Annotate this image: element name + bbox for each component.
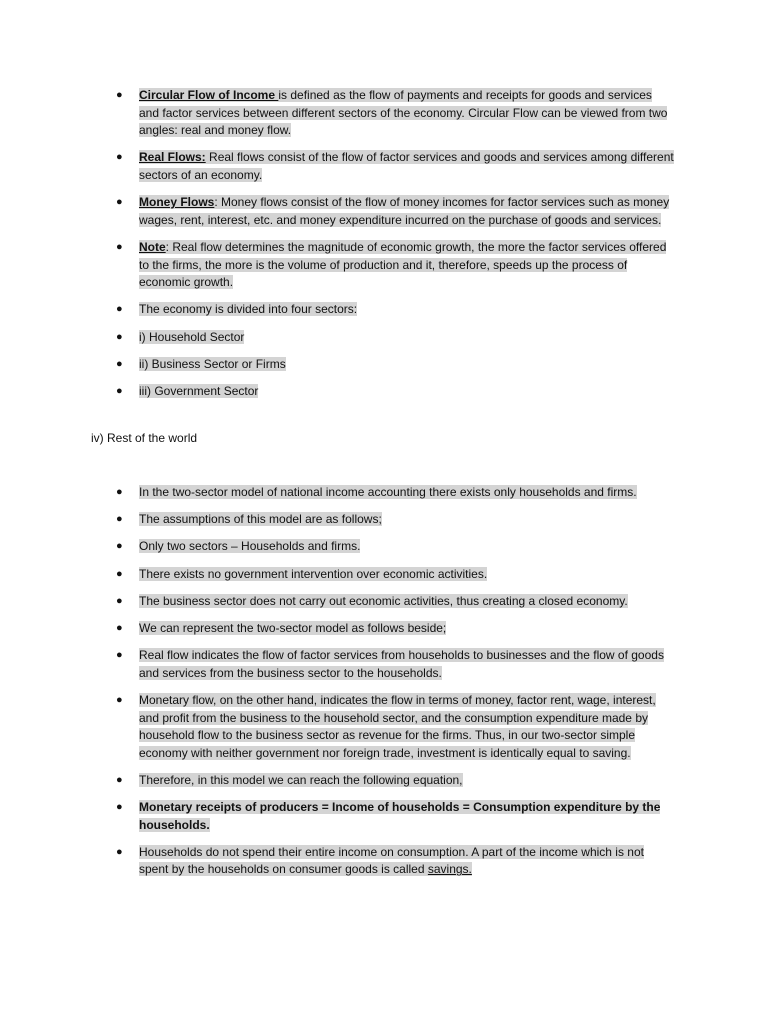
bullet-icon: ●	[116, 240, 123, 253]
item-text: There exists no government intervention over economic activities.	[139, 566, 488, 581]
list-item	[0, 772, 674, 790]
list-item-equation	[0, 799, 674, 834]
list-item	[0, 511, 674, 529]
list-item-business-sector	[0, 356, 674, 374]
item-text: Real flow indicates the flow of factor services from households to businesses and the flow of goods and services from the business sector to the households.	[139, 648, 664, 680]
bullet-list-sectors	[0, 87, 768, 410]
list-item-savings	[0, 844, 674, 879]
bullet-icon: ●	[116, 594, 123, 607]
list-item	[0, 620, 674, 638]
list-item-note	[0, 239, 674, 292]
list-item	[0, 538, 674, 556]
item-text: Households do not spend their entire income on consumption. A part of the income which is not spent by the households on consumer goods is called	[139, 844, 644, 877]
term-note: Note	[139, 239, 166, 254]
bullet-icon: ●	[116, 330, 123, 343]
bullet-icon: ●	[116, 649, 123, 662]
term-savings: savings.	[427, 862, 472, 877]
bullet-icon: ●	[116, 513, 123, 526]
item-text: Only two sectors – Households and firms.	[139, 539, 361, 554]
bullet-icon: ●	[116, 151, 123, 164]
term-money-flows: Money Flows	[139, 195, 215, 210]
bullet-list-two-sector-model	[0, 484, 768, 889]
bullet-icon: ●	[116, 801, 123, 814]
list-item	[0, 647, 674, 682]
definition-text: is defined as the flow of payments and receipts for goods and services and factor services between different sectors of the economy. Circular Flow can be viewed from two angles: real and money flow.	[139, 88, 668, 138]
list-item	[0, 484, 674, 502]
term-circular-flow: Circular Flow of Income	[139, 88, 279, 102]
bullet-icon: ●	[116, 196, 123, 209]
definition-text: Real flows consist of the flow of factor services and goods and services among different sectors of an economy.	[139, 150, 674, 182]
bullet-icon: ●	[116, 540, 123, 553]
list-item	[0, 593, 674, 611]
item-text: Therefore, in this model we can reach the following equation,	[139, 772, 463, 787]
item-text: The economy is divided into four sectors:	[139, 302, 358, 317]
bullet-icon: ●	[116, 621, 123, 634]
term-real-flows: Real Flows:	[139, 150, 206, 165]
bullet-icon: ●	[116, 693, 123, 706]
item-text: Monetary flow, on the other hand, indicates the flow in terms of money, factor rent, wage, interest, and profit from the business to the household sector, and the consumption expenditure made by household flow to the business sector as revenue for the firms. Thus, in our two-sector simple economy with neither government nor foreign trade, investment is identically equal to saving.	[139, 692, 656, 760]
list-item-four-sectors	[0, 301, 674, 319]
definition-text: : Money flows consist of the flow of money incomes for factor services such as money wages, rent, interest, etc. and money expenditure incurred on the purchase of goods and services.	[139, 195, 670, 227]
list-item	[0, 566, 674, 584]
item-text: We can represent the two-sector model as follows beside;	[139, 620, 447, 635]
bullet-icon: ●	[116, 773, 123, 786]
bullet-icon: ●	[116, 567, 123, 580]
list-item	[0, 692, 674, 762]
equation-text: Monetary receipts of producers = Income of households = Consumption expenditure by the households.	[139, 800, 661, 832]
item-text: iii) Government Sector	[139, 383, 259, 398]
list-item-circular-flow	[0, 87, 674, 140]
bullet-icon: ●	[116, 357, 123, 370]
item-text: ii) Business Sector or Firms	[139, 356, 286, 371]
bullet-icon: ●	[116, 89, 123, 101]
item-text: i) Household Sector	[139, 329, 245, 344]
list-item-real-flows	[0, 149, 674, 184]
definition-text: : Real flow determines the magnitude of economic growth, the more the factor services offered to the firms, the more is the volume of production and it, therefore, speeds up the process of economic growth.	[139, 239, 667, 290]
bullet-icon: ●	[116, 486, 123, 498]
item-text: The assumptions of this model are as follows;	[139, 512, 382, 527]
bullet-icon: ●	[116, 845, 123, 858]
list-item-household-sector	[0, 329, 674, 347]
rest-of-world-line: iv) Rest of the world	[91, 431, 198, 445]
bullet-icon: ●	[116, 384, 123, 397]
item-text: The business sector does not carry out economic activities, thus creating a closed economy.	[139, 593, 628, 608]
bullet-icon: ●	[116, 303, 123, 316]
list-item-government-sector	[0, 383, 674, 401]
list-item-money-flows	[0, 194, 674, 229]
item-text: In the two-sector model of national income accounting there exists only households and firms.	[139, 485, 637, 499]
